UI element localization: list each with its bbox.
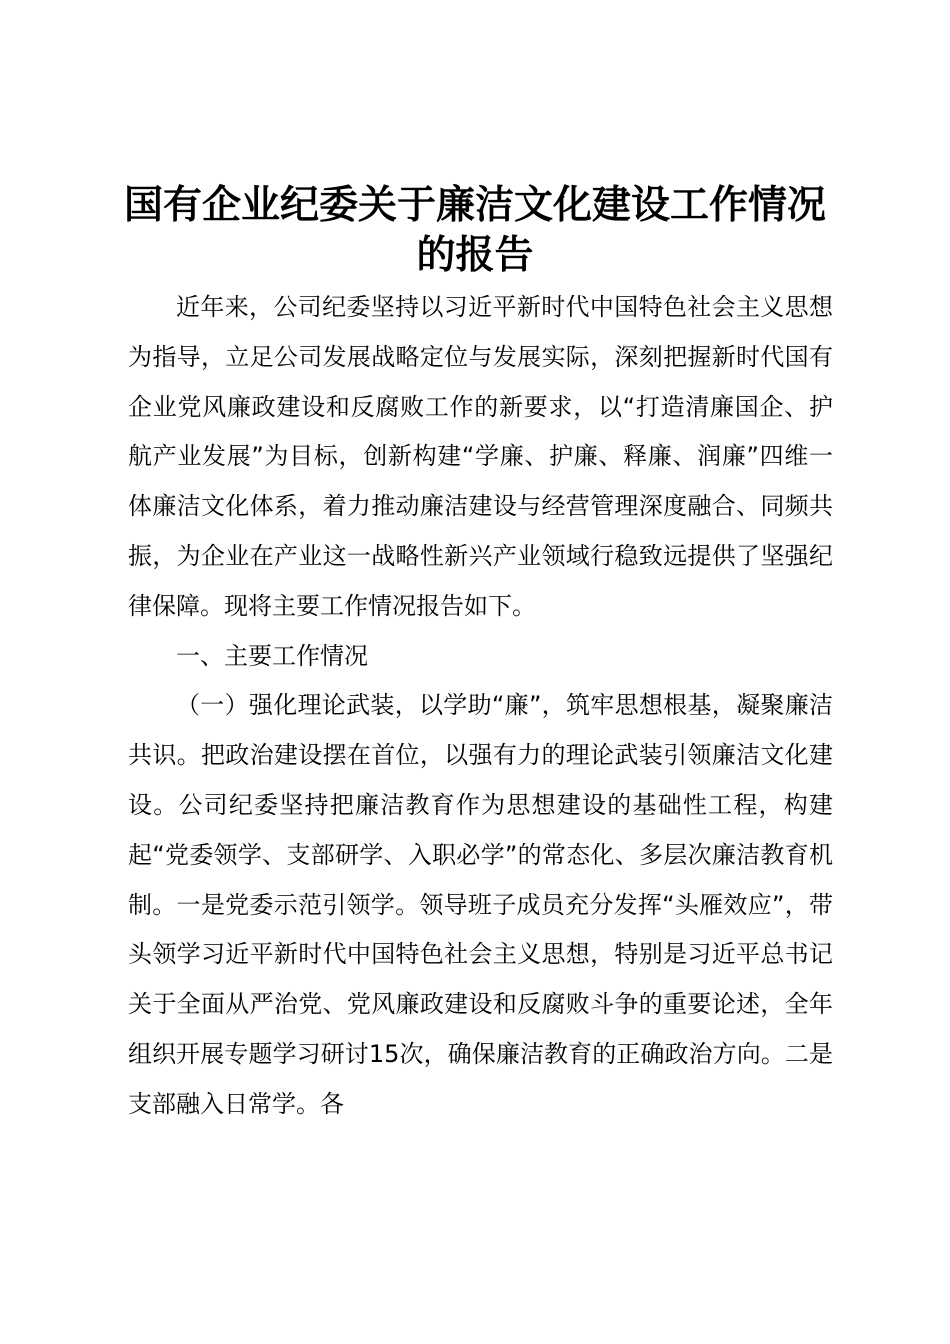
- document-title: 国有企业纪委关于廉洁文化建设工作情况的报告: [123, 182, 826, 278]
- body-paragraph: （一）强化理论武装，以学助“廉”，筑牢思想根基，凝聚廉洁共识。把政治建设摆在首位，以强有力的理论武装引领廉洁文化建设。公司纪委坚持把廉洁教育作为思想建设的基础性工程，构建起“党委领学、支部研学、入职必学”的常态化、多层次廉洁教育机制。一是党委示范引领学。领导班子成员充分发挥“头雁效应”，带头领学习近平新时代中国特色社会主义思想，特别是习近平总书记关于全面从严治党、党风廉政建设和反腐败斗争的重要论述，全年组织开展专题学习研讨15次，确保廉洁教育的正确政治方向。二是支部融入日常学。各: [128, 691, 833, 1118]
- section-heading: 一、主要工作情况: [176, 641, 368, 670]
- intro-paragraph: 近年来，公司纪委坚持以习近平新时代中国特色社会主义思想为指导，立足公司发展战略定位与发展实际，深刻把握新时代国有企业党风廉政建设和反腐败工作的新要求，以“打造清廉国企、护航产业发展”为目标，创新构建“学廉、护廉、释廉、润廉”四维一体廉洁文化体系，着力推动廉洁建设与经营管理深度融合、同频共振，为企业在产业这一战略性新兴产业领域行稳致远提供了坚强纪律保障。现将主要工作情况报告如下。: [128, 293, 833, 620]
- document-body: [128, 283, 833, 1130]
